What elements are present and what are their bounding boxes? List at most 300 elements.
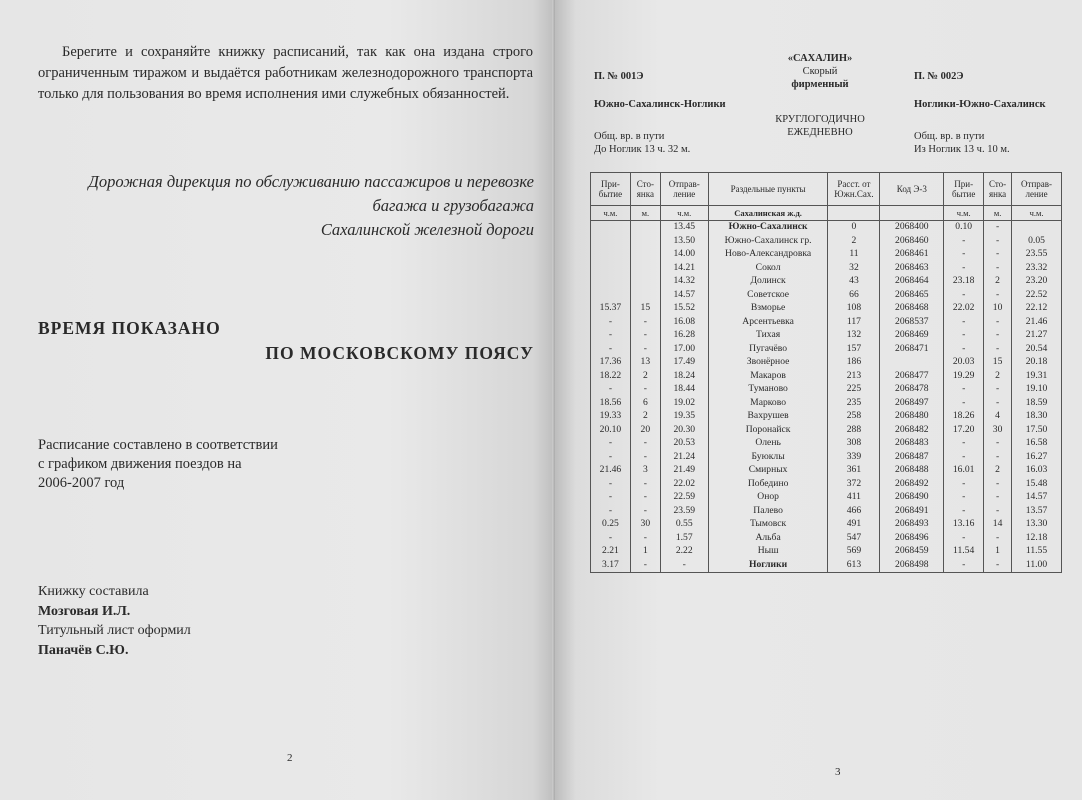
station-name: Арсентьевка	[708, 316, 828, 330]
credits	[38, 582, 338, 660]
table-cell: -	[984, 397, 1012, 411]
table-cell: 2	[984, 370, 1012, 384]
table-row	[591, 397, 1062, 411]
table-cell: -	[944, 491, 984, 505]
table-cell: 0.55	[660, 518, 708, 532]
station-name: Буюклы	[708, 451, 828, 465]
table-cell: 2068482	[880, 424, 944, 438]
travel-time-left	[594, 130, 690, 156]
table-cell: 30	[630, 518, 660, 532]
table-cell: 2068400	[880, 221, 944, 235]
table-row	[591, 343, 1062, 357]
table-cell: 372	[828, 478, 880, 492]
unit-label: м.	[984, 206, 1012, 221]
table-cell: -	[630, 505, 660, 519]
table-cell: 186	[828, 356, 880, 370]
table-row	[591, 437, 1062, 451]
table-row	[591, 248, 1062, 262]
table-cell: 13.57	[1012, 505, 1062, 519]
table-cell	[591, 221, 631, 235]
basis-line-1: Расписание составлено в соответствии	[38, 437, 278, 453]
compiled-name: Мозговая И.Л.	[38, 603, 131, 619]
station-name: Тихая	[708, 329, 828, 343]
table-cell: 20.30	[660, 424, 708, 438]
table-cell: 13.50	[660, 235, 708, 249]
unit-label: ч.м.	[660, 206, 708, 221]
table-cell: 14.21	[660, 262, 708, 276]
station-name: Пугачёво	[708, 343, 828, 357]
table-cell: -	[984, 478, 1012, 492]
table-cell: -	[984, 316, 1012, 330]
table-cell: -	[984, 437, 1012, 451]
train-number-left: П. № 001Э	[594, 71, 644, 82]
timetable-body	[591, 206, 1062, 573]
table-cell: 361	[828, 464, 880, 478]
compiled-label: Книжку составила	[38, 584, 149, 599]
travel-time-right	[914, 130, 1010, 156]
table-cell: 2068463	[880, 262, 944, 276]
unit-label: ч.м.	[944, 206, 984, 221]
table-cell	[880, 356, 944, 370]
table-cell: 1	[630, 545, 660, 559]
table-cell: 17.50	[1012, 424, 1062, 438]
table-row	[591, 491, 1062, 505]
table-cell: 14	[984, 518, 1012, 532]
table-cell: -	[591, 383, 631, 397]
basis-line-2: с графиком движения поездов на	[38, 456, 242, 472]
table-cell: 2068459	[880, 545, 944, 559]
table-cell: 411	[828, 491, 880, 505]
table-cell: 30	[984, 424, 1012, 438]
table-row	[591, 505, 1062, 519]
travel-value-right: Из Ноглик 13 ч. 10 м.	[914, 144, 1010, 155]
table-cell: 18.24	[660, 370, 708, 384]
table-cell: 13.16	[944, 518, 984, 532]
table-cell: 225	[828, 383, 880, 397]
page-number-right: 3	[835, 766, 841, 778]
table-cell: 3	[630, 464, 660, 478]
table-cell: 21.49	[660, 464, 708, 478]
table-cell: 2068465	[880, 289, 944, 303]
table-row	[591, 370, 1062, 384]
table-cell: 23.18	[944, 275, 984, 289]
table-cell: 23.32	[1012, 262, 1062, 276]
table-row	[591, 289, 1062, 303]
table-row	[591, 262, 1062, 276]
table-cell: 22.59	[660, 491, 708, 505]
table-cell: 22.02	[660, 478, 708, 492]
station-name: Ноглики	[708, 559, 828, 573]
table-cell: 1.57	[660, 532, 708, 546]
table-cell: 2068492	[880, 478, 944, 492]
train-number-right: П. № 002Э	[914, 71, 964, 82]
unit-label	[880, 206, 944, 221]
table-row	[591, 424, 1062, 438]
table-cell: -	[944, 248, 984, 262]
table-cell: -	[984, 221, 1012, 235]
table-cell: -	[944, 343, 984, 357]
table-cell: -	[944, 289, 984, 303]
table-row	[591, 559, 1062, 573]
column-header: Раздельные пункты	[708, 173, 828, 206]
page-number-left: 2	[287, 752, 293, 764]
station-name: Смирных	[708, 464, 828, 478]
table-cell: 15.37	[591, 302, 631, 316]
table-cell: 15.52	[660, 302, 708, 316]
table-cell: 16.01	[944, 464, 984, 478]
table-cell: 157	[828, 343, 880, 357]
table-cell: 13.30	[1012, 518, 1062, 532]
table-cell: -	[630, 478, 660, 492]
travel-label-right: Общ. вр. в пути	[914, 131, 985, 142]
table-cell: -	[660, 559, 708, 573]
station-name: Южно-Сахалинск гр.	[708, 235, 828, 249]
table-cell: 23.20	[1012, 275, 1062, 289]
table-cell: 19.33	[591, 410, 631, 424]
station-name: Ныш	[708, 545, 828, 559]
railway-name: Сахалинская ж.д.	[708, 206, 828, 221]
table-cell: 108	[828, 302, 880, 316]
table-cell: 14.32	[660, 275, 708, 289]
timetable	[590, 172, 1062, 573]
table-cell: -	[984, 329, 1012, 343]
table-cell: 17.49	[660, 356, 708, 370]
table-cell: -	[944, 262, 984, 276]
table-cell: 16.27	[1012, 451, 1062, 465]
table-cell: 1	[984, 545, 1012, 559]
table-cell	[591, 248, 631, 262]
table-cell: 613	[828, 559, 880, 573]
table-cell: 22.02	[944, 302, 984, 316]
table-cell: 2068460	[880, 235, 944, 249]
table-cell: -	[591, 478, 631, 492]
table-cell: 15	[984, 356, 1012, 370]
table-row	[591, 316, 1062, 330]
table-cell: 20	[630, 424, 660, 438]
table-cell: 0.05	[1012, 235, 1062, 249]
unit-label: ч.м.	[1012, 206, 1062, 221]
table-cell: -	[984, 289, 1012, 303]
table-cell	[630, 289, 660, 303]
station-name: Тымовск	[708, 518, 828, 532]
table-cell: 66	[828, 289, 880, 303]
table-row	[591, 478, 1062, 492]
cover-label: Титульный лист оформил	[38, 623, 191, 638]
table-cell: 15.48	[1012, 478, 1062, 492]
table-cell: 19.35	[660, 410, 708, 424]
table-cell: 491	[828, 518, 880, 532]
table-cell: -	[591, 491, 631, 505]
table-cell: -	[630, 316, 660, 330]
table-cell: 18.56	[591, 397, 631, 411]
table-cell: -	[944, 451, 984, 465]
station-name: Палево	[708, 505, 828, 519]
time-title-line-2: ПО МОСКОВСКОМУ ПОЯСУ	[265, 343, 534, 363]
table-cell	[591, 289, 631, 303]
timetable-units-row	[591, 206, 1062, 221]
table-cell: 2068469	[880, 329, 944, 343]
table-cell: -	[984, 559, 1012, 573]
train-name: «САХАЛИН»	[787, 53, 853, 64]
table-cell: -	[591, 316, 631, 330]
direction-line-2: багажа и грузобагажа	[372, 196, 534, 215]
table-cell: 21.27	[1012, 329, 1062, 343]
table-cell: 16.08	[660, 316, 708, 330]
table-cell: 16.03	[1012, 464, 1062, 478]
table-cell: -	[630, 437, 660, 451]
station-name: Взморье	[708, 302, 828, 316]
table-cell: 2068490	[880, 491, 944, 505]
table-cell: 20.53	[660, 437, 708, 451]
station-name: Макаров	[708, 370, 828, 384]
table-cell: 12.18	[1012, 532, 1062, 546]
table-cell: 14.57	[1012, 491, 1062, 505]
time-zone-title	[38, 318, 534, 364]
table-cell: 22.12	[1012, 302, 1062, 316]
column-header: При-бытие	[591, 173, 631, 206]
table-cell: -	[944, 478, 984, 492]
table-cell: 2	[828, 235, 880, 249]
table-cell: 2068478	[880, 383, 944, 397]
table-cell: 2	[630, 410, 660, 424]
station-name: Онор	[708, 491, 828, 505]
notice-paragraph: Берегите и сохраняйте книжку расписаний, так как она издана строго ограниченным тиражом и выдаётся работникам железнодорожного транспорта только для пользования во время исполнения ими служебных обязанностей.	[38, 44, 533, 102]
travel-value-left: До Ноглик 13 ч. 32 м.	[594, 144, 691, 155]
table-cell: 2	[984, 275, 1012, 289]
table-cell: -	[984, 505, 1012, 519]
station-name: Советское	[708, 289, 828, 303]
table-cell: 2068461	[880, 248, 944, 262]
table-cell: 4	[984, 410, 1012, 424]
table-cell: 258	[828, 410, 880, 424]
table-cell: 2068537	[880, 316, 944, 330]
table-cell: 132	[828, 329, 880, 343]
table-cell: -	[984, 235, 1012, 249]
table-cell: 20.18	[1012, 356, 1062, 370]
table-cell: -	[944, 397, 984, 411]
train-type-1: Скорый	[802, 66, 838, 77]
table-cell: 18.44	[660, 383, 708, 397]
table-row	[591, 275, 1062, 289]
table-cell: -	[944, 316, 984, 330]
table-cell: 2068483	[880, 437, 944, 451]
table-cell: -	[944, 437, 984, 451]
table-cell	[591, 275, 631, 289]
table-cell: -	[591, 532, 631, 546]
station-name: Олень	[708, 437, 828, 451]
table-cell: -	[984, 262, 1012, 276]
table-row	[591, 532, 1062, 546]
table-cell: -	[591, 505, 631, 519]
travel-label-left: Общ. вр. в пути	[594, 131, 665, 142]
table-cell: -	[984, 491, 1012, 505]
table-cell: -	[984, 451, 1012, 465]
table-cell: 235	[828, 397, 880, 411]
route-right: Ноглики-Южно-Сахалинск	[914, 99, 1046, 110]
table-cell: 18.22	[591, 370, 631, 384]
table-cell: -	[591, 451, 631, 465]
table-cell: 308	[828, 437, 880, 451]
table-cell: 0.25	[591, 518, 631, 532]
table-cell	[630, 275, 660, 289]
table-row	[591, 545, 1062, 559]
table-cell: -	[630, 383, 660, 397]
table-cell: 2068477	[880, 370, 944, 384]
table-cell: 16.28	[660, 329, 708, 343]
schedule-line-2: ЕЖЕДНЕВНО	[787, 127, 853, 138]
table-cell: -	[630, 329, 660, 343]
table-cell: 2	[630, 370, 660, 384]
station-name: Звонёрное	[708, 356, 828, 370]
table-cell: 2068487	[880, 451, 944, 465]
table-cell: 21.24	[660, 451, 708, 465]
table-cell: 11.55	[1012, 545, 1062, 559]
column-header: Код Э-3	[880, 173, 944, 206]
table-cell: 2068468	[880, 302, 944, 316]
station-name: Победино	[708, 478, 828, 492]
table-cell: 2068491	[880, 505, 944, 519]
table-cell: 11.54	[944, 545, 984, 559]
table-cell: 19.31	[1012, 370, 1062, 384]
table-cell: 21.46	[591, 464, 631, 478]
table-cell: 17.20	[944, 424, 984, 438]
schedule-basis	[38, 436, 338, 493]
table-cell	[630, 262, 660, 276]
table-cell: -	[944, 329, 984, 343]
table-cell: 0.10	[944, 221, 984, 235]
table-cell: 18.26	[944, 410, 984, 424]
table-cell: 16.58	[1012, 437, 1062, 451]
station-name: Альба	[708, 532, 828, 546]
direction-title	[38, 170, 534, 242]
table-row	[591, 383, 1062, 397]
table-cell: 21.46	[1012, 316, 1062, 330]
table-cell: 2068493	[880, 518, 944, 532]
table-cell: 3.17	[591, 559, 631, 573]
table-cell: 43	[828, 275, 880, 289]
cover-name: Паначёв С.Ю.	[38, 642, 129, 658]
table-cell: 20.03	[944, 356, 984, 370]
unit-label: ч.м.	[591, 206, 631, 221]
table-cell: -	[944, 559, 984, 573]
table-cell: -	[984, 532, 1012, 546]
table-row	[591, 451, 1062, 465]
train-type-2: фирменный	[791, 79, 849, 90]
table-cell: -	[591, 329, 631, 343]
table-cell: 547	[828, 532, 880, 546]
table-cell: 0	[828, 221, 880, 235]
schedule-block	[760, 113, 880, 139]
station-name: Поронайск	[708, 424, 828, 438]
table-cell: 20.10	[591, 424, 631, 438]
table-cell: 17.36	[591, 356, 631, 370]
table-cell: -	[630, 343, 660, 357]
table-cell: 117	[828, 316, 880, 330]
table-cell: -	[630, 559, 660, 573]
table-row	[591, 410, 1062, 424]
schedule-line-1: КРУГЛОГОДИЧНО	[775, 114, 865, 125]
table-cell	[591, 262, 631, 276]
table-cell	[1012, 221, 1062, 235]
table-cell: 10	[984, 302, 1012, 316]
direction-line-3: Сахалинской железной дороги	[320, 220, 534, 239]
table-row	[591, 302, 1062, 316]
table-row	[591, 235, 1062, 249]
table-cell: -	[984, 383, 1012, 397]
table-cell	[630, 221, 660, 235]
table-cell: 6	[630, 397, 660, 411]
column-header: Отправ-ление	[1012, 173, 1062, 206]
table-cell: -	[630, 532, 660, 546]
table-cell: 13	[630, 356, 660, 370]
route-left: Южно-Сахалинск-Ноглики	[594, 99, 726, 110]
table-cell: 32	[828, 262, 880, 276]
table-cell: -	[630, 491, 660, 505]
table-cell: 23.55	[1012, 248, 1062, 262]
table-cell: 569	[828, 545, 880, 559]
column-header: Сто-янка	[984, 173, 1012, 206]
table-cell: 11	[828, 248, 880, 262]
table-cell: 23.59	[660, 505, 708, 519]
table-row	[591, 518, 1062, 532]
table-cell: 14.57	[660, 289, 708, 303]
table-row	[591, 356, 1062, 370]
station-name: Долинск	[708, 275, 828, 289]
table-cell: 213	[828, 370, 880, 384]
table-cell: -	[984, 248, 1012, 262]
table-cell: -	[944, 532, 984, 546]
station-name: Туманово	[708, 383, 828, 397]
table-cell	[630, 248, 660, 262]
station-name: Южно-Сахалинск	[708, 221, 828, 235]
table-cell: -	[630, 451, 660, 465]
table-cell: 2068488	[880, 464, 944, 478]
table-cell: 2068498	[880, 559, 944, 573]
column-header: Отправ-ление	[660, 173, 708, 206]
table-row	[591, 329, 1062, 343]
basis-line-3: 2006-2007 год	[38, 475, 125, 491]
table-cell: 18.59	[1012, 397, 1062, 411]
table-cell: 22.52	[1012, 289, 1062, 303]
table-cell: 11.00	[1012, 559, 1062, 573]
table-cell: 2068471	[880, 343, 944, 357]
table-cell: 13.45	[660, 221, 708, 235]
table-cell: -	[591, 343, 631, 357]
table-cell: 19.29	[944, 370, 984, 384]
table-cell	[630, 235, 660, 249]
table-cell: 288	[828, 424, 880, 438]
table-cell: 2.21	[591, 545, 631, 559]
table-cell: -	[591, 437, 631, 451]
table-cell: 19.10	[1012, 383, 1062, 397]
table-row	[591, 464, 1062, 478]
table-cell: 466	[828, 505, 880, 519]
column-header: Сто-янка	[630, 173, 660, 206]
table-cell: -	[984, 343, 1012, 357]
table-cell: 20.54	[1012, 343, 1062, 357]
column-header: При-бытие	[944, 173, 984, 206]
unit-label	[828, 206, 880, 221]
table-cell: 17.00	[660, 343, 708, 357]
table-cell: 15	[630, 302, 660, 316]
train-name-block	[760, 52, 880, 91]
table-cell: 14.00	[660, 248, 708, 262]
station-name: Сокол	[708, 262, 828, 276]
column-header: Расст. от Южн.Сах.	[828, 173, 880, 206]
table-cell: -	[944, 505, 984, 519]
table-cell: 18.30	[1012, 410, 1062, 424]
table-cell: -	[944, 383, 984, 397]
